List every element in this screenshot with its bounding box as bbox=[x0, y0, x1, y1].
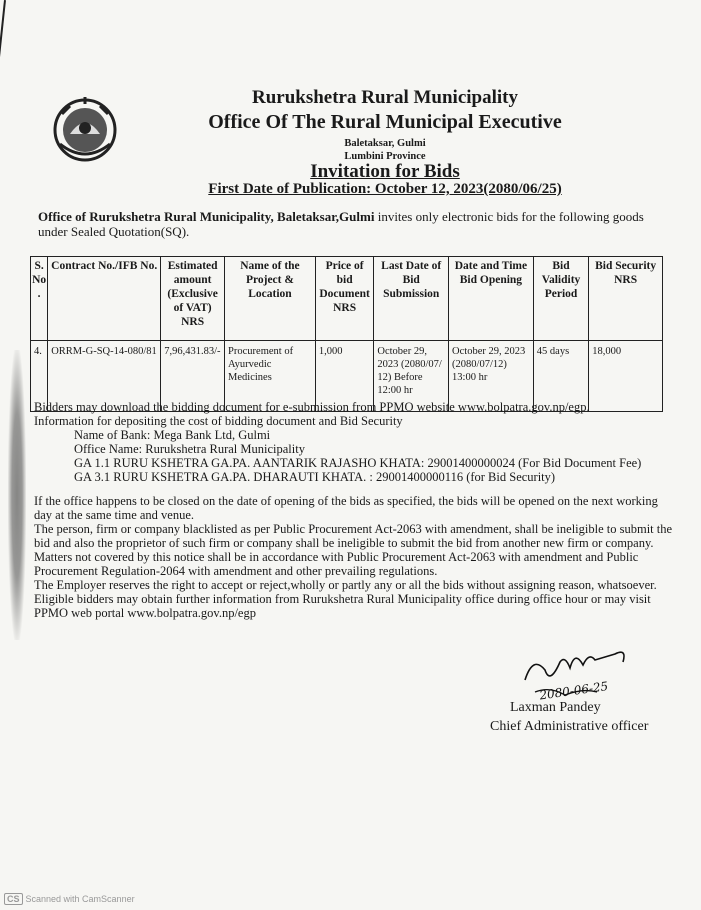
col-header: Bid Security NRS bbox=[589, 257, 663, 341]
col-header: S. No . bbox=[31, 257, 48, 341]
note-matters: Matters not covered by this notice shall be in accordance with Public Procurement Act-2063 with amendment and Public Procurement Regulation-2064 with amendment and other prevailing regulations. bbox=[34, 550, 639, 578]
note-rights: The Employer reserves the right to accept or reject,wholly or partly any or all the bids without assigning reason, whatsoever. bbox=[34, 578, 657, 592]
camscanner-logo-icon: CS bbox=[4, 893, 23, 905]
scanner-watermark bbox=[4, 893, 135, 905]
municipality-name: Rurukshetra Rural Municipality bbox=[251, 87, 519, 108]
cell-sno: 4. bbox=[31, 341, 48, 412]
col-header: Last Date of Bid Submission bbox=[374, 257, 449, 341]
cell-project: Procurement of Ayurvedic Medicines bbox=[225, 341, 316, 412]
government-emblem-icon bbox=[50, 94, 120, 164]
col-header: Name of the Project & Location bbox=[225, 257, 316, 341]
cell-security: 18,000 bbox=[589, 341, 663, 412]
col-header: Date and Time Bid Opening bbox=[449, 257, 534, 341]
note-deposit-info: Information for depositing the cost of bidding document and Bid Security bbox=[34, 414, 403, 428]
cell-opening: October 29, 2023 (2080/07/12) 13:00 hr bbox=[449, 341, 534, 412]
bids-table bbox=[30, 256, 663, 412]
note-bank: Name of Bank: Mega Bank Ltd, Gulmi bbox=[74, 428, 271, 442]
office-address: Baletaksar, Gulmi bbox=[344, 138, 426, 149]
col-header: Bid Validity Period bbox=[533, 257, 588, 341]
signature-date: 2080-06-25 bbox=[538, 679, 610, 703]
cell-amount: 7,96,431.83/- bbox=[161, 341, 225, 412]
page-edge-shadow bbox=[0, 0, 6, 110]
punch-hole-shadow bbox=[8, 350, 26, 640]
cell-price: 1,000 bbox=[315, 341, 374, 412]
col-header: Contract No./IFB No. bbox=[48, 257, 161, 341]
note-account-ga3: GA 3.1 RURU KSHETRA GA.PA. DHARAUTI KHATA. : 29001400000116 (for Bid Security) bbox=[74, 470, 556, 484]
col-header: Price of bid Document NRS bbox=[315, 257, 374, 341]
notice-title: Invitation for Bids bbox=[310, 161, 460, 182]
cell-last-date: October 29, 2023 (2080/07/ 12) Before 12:00 hr bbox=[374, 341, 449, 412]
note-office-name: Office Name: Rurukshetra Rural Municipality bbox=[74, 442, 305, 456]
intro-bold: Office of Rurukshetra Rural Municipality, Baletaksar,Gulmi bbox=[38, 209, 375, 224]
note-blacklist: The person, firm or company blacklisted as per Public Procurement Act-2063 with amendment, shall be ineligible to submit the bid and also the proprietor of such firm or company shall be ineligible to submit the bid from another new firm or company. bbox=[34, 522, 673, 550]
note-download: Bidders may download the bidding document for e-submission from PPMO website www.bolpatra.gov.np/egp. bbox=[34, 400, 590, 414]
office-name: Office Of The Rural Municipal Executive bbox=[208, 111, 562, 133]
cell-validity: 45 days bbox=[533, 341, 588, 412]
cell-contract: ORRM-G-SQ-14-080/81 bbox=[48, 341, 161, 412]
intro-paragraph bbox=[38, 209, 668, 239]
province-name: Lumbini Province bbox=[344, 151, 426, 162]
note-eligible: Eligible bidders may obtain further information from Rurukshetra Rural Municipality office during office hour or may visit PPMO web portal www.bolpatra.gov.np/egp bbox=[34, 592, 651, 620]
col-header: Estimated amount (Exclusive of VAT) NRS bbox=[161, 257, 225, 341]
note-account-ga1: GA 1.1 RURU KSHETRA GA.PA. AANTARIK RAJASHO KHATA: 29001400000024 (For Bid Document Fee) bbox=[74, 456, 642, 470]
table-header-row bbox=[31, 257, 663, 341]
scanner-text: Scanned with CamScanner bbox=[25, 894, 135, 904]
note-closed: If the office happens to be closed on the date of opening of the bids as specified, the bids will be opened on the next working day at the same time and venue. bbox=[34, 494, 658, 522]
notice-notes bbox=[34, 400, 674, 620]
intro-rest: invites only electronic bids for the following goods under Sealed Quotation(SQ). bbox=[38, 209, 644, 239]
signatory-name: Laxman Pandey bbox=[510, 700, 601, 715]
publication-date: First Date of Publication: October 12, 2023(2080/06/25) bbox=[208, 181, 562, 197]
signatory-title: Chief Administrative officer bbox=[490, 719, 649, 734]
